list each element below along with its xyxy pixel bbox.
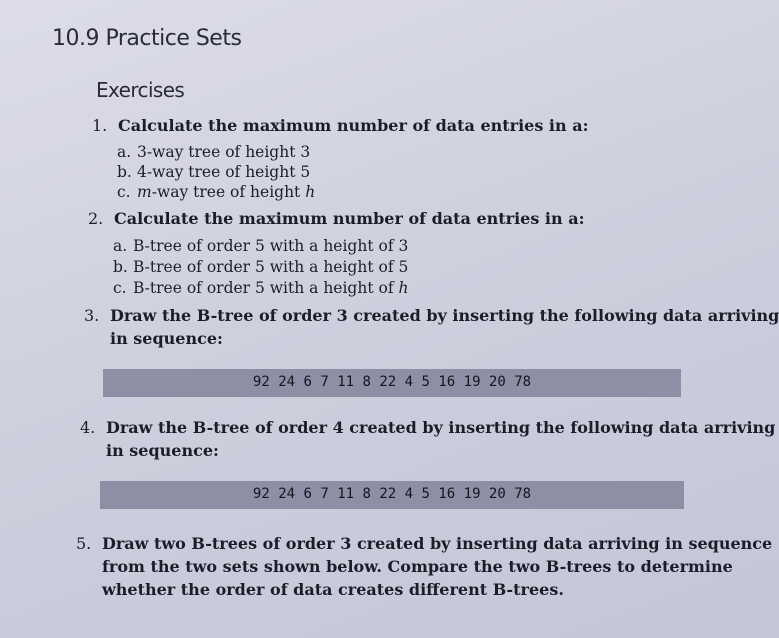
question-text: Calculate the maximum number of data entries in a: [118, 116, 589, 135]
data-sequence-box [103, 369, 681, 397]
q1-item-c: c. m-way tree of height h [117, 183, 316, 201]
q2-item-b: b. B-tree of order 5 with a height of 5 [113, 258, 409, 276]
question-3 [84, 306, 779, 325]
section-title: 10.9 Practice Sets [52, 26, 242, 51]
q1-item-b: b. 4-way tree of height 5 [117, 163, 311, 181]
question-number: 5. [76, 534, 92, 553]
question-4-continued: in sequence: [106, 441, 219, 460]
data-sequence-box [100, 481, 684, 509]
question-4 [80, 418, 775, 437]
question-1 [92, 116, 588, 135]
question-3-continued: in sequence: [110, 329, 223, 348]
q2-item-a: a. B-tree of order 5 with a height of 3 [113, 237, 409, 255]
question-number: 2. [88, 209, 104, 228]
question-5-line-2: from the two sets shown below. Compare the two B-trees to determine [102, 557, 733, 576]
q2-item-c: c. B-tree of order 5 with a height of h [113, 279, 409, 297]
question-number: 3. [84, 306, 100, 325]
question-5 [76, 534, 772, 553]
q1-item-a: a. 3-way tree of height 3 [117, 143, 311, 161]
question-5-line-3: whether the order of data creates different B-trees. [102, 580, 564, 599]
question-2 [88, 209, 584, 228]
question-text: Draw the B-tree of order 3 created by inserting the following data arriving [110, 306, 779, 325]
question-text: Draw two B-trees of order 3 created by inserting data arriving in sequence [102, 534, 773, 553]
question-number: 4. [80, 418, 96, 437]
question-number: 1. [92, 116, 108, 135]
question-text: Calculate the maximum number of data entries in a: [114, 209, 585, 228]
exercises-heading: Exercises [96, 78, 185, 102]
question-text: Draw the B-tree of order 4 created by inserting the following data arriving [106, 418, 776, 437]
data-sequence: 92 24 6 7 11 8 22 4 5 16 19 20 78 [252, 486, 532, 502]
data-sequence: 92 24 6 7 11 8 22 4 5 16 19 20 78 [252, 374, 532, 390]
